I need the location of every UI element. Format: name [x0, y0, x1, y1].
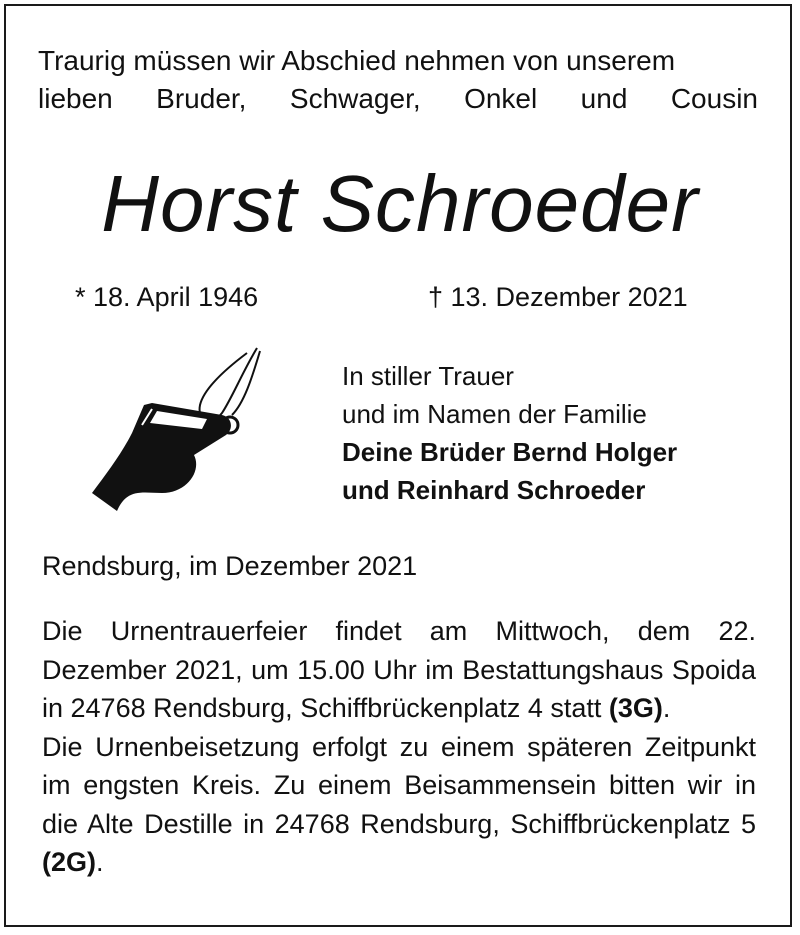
burial-paragraph: [42, 728, 756, 882]
intro-line-2: lieben Bruder, Schwager, Onkel und Cousin: [38, 83, 758, 114]
intro-line-1: Traurig müssen wir Abschied nehmen von unserem: [38, 45, 676, 76]
service-rule: (3G): [608, 693, 663, 723]
service-paragraph: [42, 612, 756, 728]
place-date: Rendsburg, im Dezember 2021: [42, 551, 418, 581]
death-date: † 13. Dezember 2021: [428, 282, 688, 312]
whistle-icon: [82, 343, 272, 518]
burial-end: .: [96, 847, 104, 877]
mourners-line-3: Deine Brüder Bernd Holger: [342, 437, 678, 467]
deceased-name: Horst Schroeder: [101, 159, 699, 248]
mourners-line-4: und Reinhard Schroeder: [342, 475, 646, 505]
burial-rule: (2G): [42, 847, 96, 877]
mourners-line-2: und im Namen der Familie: [342, 399, 647, 429]
mourners-block: [342, 357, 677, 509]
ceremony-text: [42, 612, 756, 882]
burial-text: Die Urnenbeisetzung erfolgt zu einem späteren Zeitpunkt im engsten Kreis. Zu einem Beisammensein bitten wir in die Alte Destille in 24768 Rendsburg, Schiffbrückenplatz 5: [42, 731, 756, 839]
intro-text: [38, 42, 758, 118]
service-text: Die Urnentrauerfeier findet am Mittwoch, dem 22. Dezember 2021, um 15.00 Uhr im Bestattungshaus Spoida in 24768 Rendsburg, Schiffbrückenplatz 4 statt: [42, 616, 756, 723]
mourners-line-1: In stiller Trauer: [342, 361, 514, 391]
birth-date: * 18. April 1946: [75, 282, 259, 312]
service-end: .: [662, 693, 671, 723]
